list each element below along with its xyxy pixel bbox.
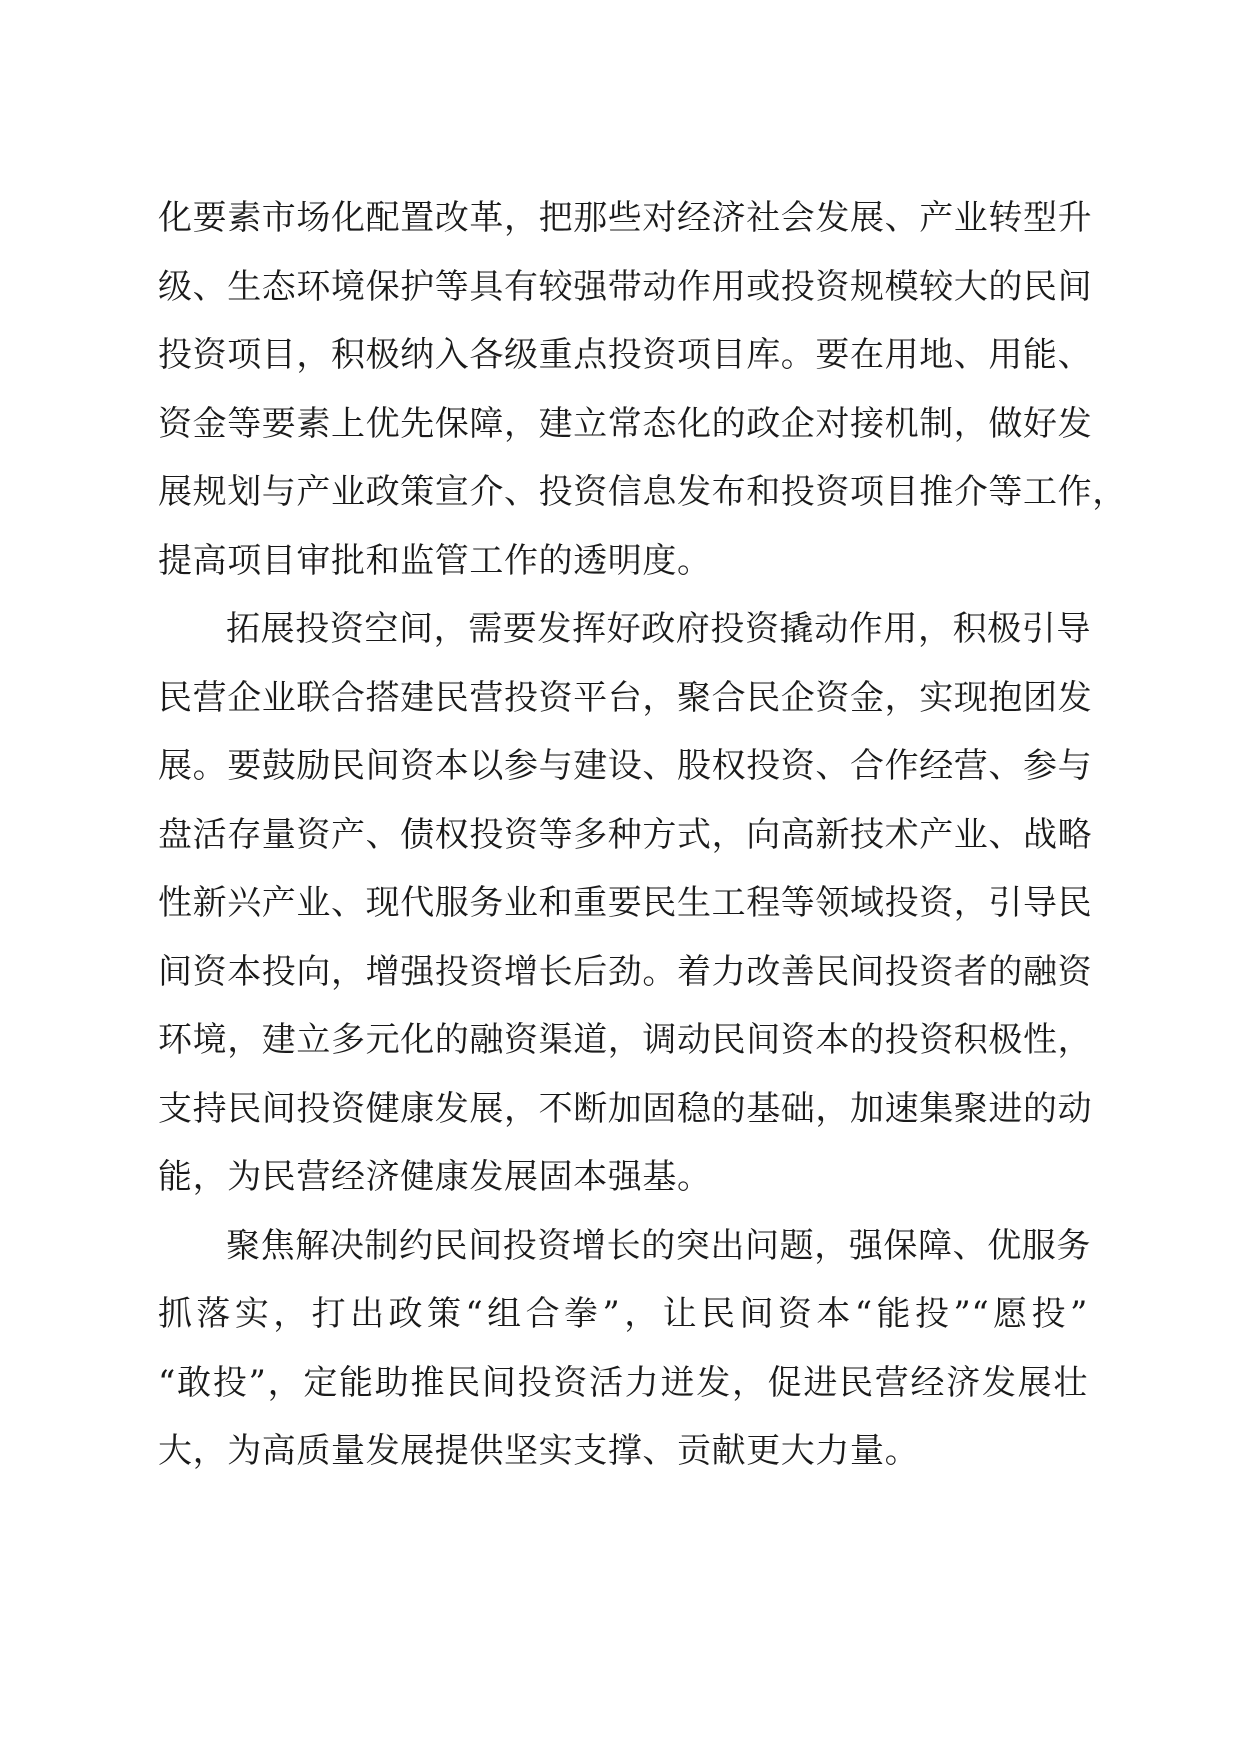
paragraph-line: 聚焦解决制约民间投资增长的突出问题，强保障、优服务 (226, 1225, 1091, 1266)
paragraph-line: 能，为民营经济健康发展固本强基。 (158, 1157, 712, 1197)
paragraph-line: 投资项目，积极纳入各级重点投资项目库。要在用地、用能、 (158, 335, 1093, 375)
paragraph-line: 大，为高质量发展提供坚实支撑、贡献更大力量。 (158, 1431, 920, 1471)
paragraph-line: 抓落实，打出政策“组合拳”，让民间资本“能投”“愿投” (158, 1294, 1088, 1334)
paragraph-line: 资金等要素上优先保障，建立常态化的政企对接机制，做好发 (158, 403, 1093, 444)
paragraph-line: 间资本投向，增强投资增长后劲。着力改善民间投资者的融资 (158, 951, 1093, 992)
article-body (158, 184, 1127, 1486)
paragraph-line: 盘活存量资产、债权投资等多种方式，向高新技术产业、战略 (158, 814, 1093, 855)
paragraph-line: 提高项目审批和监管工作的透明度。 (158, 540, 712, 581)
paragraph-line: 展。要鼓励民间资本以参与建设、股权投资、合作经营、参与 (158, 746, 1093, 786)
paragraph-line: “敢投”，定能助推民间投资活力迸发，促进民营经济发展壮 (158, 1362, 1088, 1403)
paragraph-line: 化要素市场化配置改革，把那些对经济社会发展、产业转型升 (158, 198, 1093, 238)
paragraph-line: 拓展投资空间，需要发挥好政府投资撬动作用，积极引导 (226, 609, 1091, 649)
paragraph-line: 性新兴产业、现代服务业和重要民生工程等领域投资，引导民 (158, 883, 1093, 923)
paragraph-line: 支持民间投资健康发展，不断加固稳的基础，加速集聚进的动 (158, 1088, 1093, 1129)
paragraph-line: 展规划与产业政策宣介、投资信息发布和投资项目推介等工作， (158, 472, 1127, 512)
paragraph-line: 环境，建立多元化的融资渠道，调动民间资本的投资积极性， (158, 1020, 1093, 1060)
paragraph-line: 民营企业联合搭建民营投资平台，聚合民企资金，实现抱团发 (158, 677, 1093, 718)
paragraph-line: 级、生态环境保护等具有较强带动作用或投资规模较大的民间 (158, 266, 1093, 307)
